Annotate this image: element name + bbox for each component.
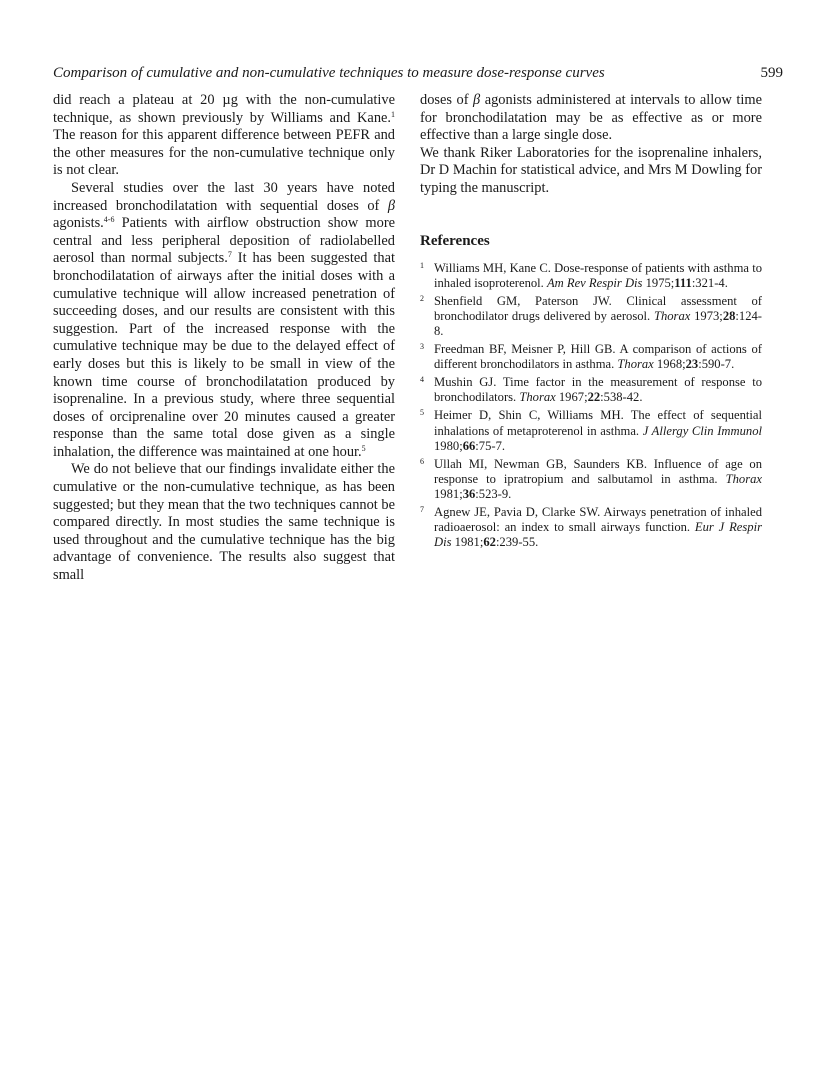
paragraph-text: did reach a plateau at 20 µg with the non-cumulative technique, as shown previously by Williams and Kane. bbox=[53, 92, 395, 126]
reference-volume: 22 bbox=[587, 390, 601, 405]
paragraph-text: agonists administered at intervals to allow time for bronchodilatation may be as effective as or more effective than a large single dose. bbox=[420, 92, 762, 144]
reference-item bbox=[420, 505, 762, 550]
reference-item bbox=[420, 294, 762, 339]
reference-volume: 28 bbox=[722, 308, 736, 323]
reference-pages: :239-55. bbox=[495, 535, 539, 550]
reference-item bbox=[420, 408, 762, 453]
reference-volume: 23 bbox=[685, 357, 699, 372]
reference-number: 4 bbox=[420, 375, 424, 385]
reference-pages: :75-7. bbox=[475, 438, 506, 453]
running-title: Comparison of cumulative and non-cumulative techniques to measure dose-response curves bbox=[53, 65, 605, 81]
citation-superscript: 1 bbox=[391, 109, 395, 119]
reference-year: 1975; bbox=[642, 275, 675, 290]
reference-text: Mushin GJ. Time factor in the measurement of response to bronchodilators. bbox=[434, 375, 762, 405]
paragraph-conclusion: We do not believe that our findings invalidate either the cumulative or the non-cumulative technique, as has been suggested; but they mean that the two techniques cannot be compared directly. In most studies the same technique is used throughout and the cumulative technique has the big advantage of convenience. The results also suggest that small bbox=[53, 461, 395, 584]
reference-pages: :590-7. bbox=[698, 357, 735, 372]
reference-year: 1981; bbox=[451, 535, 484, 550]
reference-year: 1980; bbox=[434, 438, 463, 453]
reference-volume: 66 bbox=[462, 438, 476, 453]
reference-item bbox=[420, 261, 762, 291]
reference-text: Shenfield GM, Paterson JW. Clinical assessment of bronchodilator drugs delivered by aerosol. bbox=[434, 293, 762, 323]
beta-symbol: β bbox=[387, 197, 395, 214]
reference-number: 5 bbox=[420, 408, 424, 418]
reference-year: 1968; bbox=[653, 357, 686, 372]
reference-journal: Thorax bbox=[617, 357, 654, 372]
reference-year: 1967; bbox=[555, 390, 588, 405]
page-number: 599 bbox=[760, 65, 783, 81]
paragraph-text: The reason for this apparent difference between PEFR and the other measures for the non-cumulative technique only is not clear. bbox=[53, 127, 395, 179]
reference-number: 1 bbox=[420, 260, 424, 270]
paragraph-previous-studies bbox=[53, 180, 395, 462]
reference-year: 1973; bbox=[690, 308, 723, 323]
left-column bbox=[53, 92, 395, 585]
acknowledgement: We thank Riker Laboratories for the isoprenaline inhalers, Dr D Machin for statistical advice, and Mrs M Dowling for typing the manuscript. bbox=[420, 144, 762, 196]
reference-pages: :321-4. bbox=[691, 275, 728, 290]
beta-symbol: β bbox=[473, 92, 481, 108]
reference-pages: :523-9. bbox=[475, 486, 512, 501]
reference-volume: 62 bbox=[483, 535, 496, 550]
paragraph-continued bbox=[53, 92, 395, 180]
reference-item bbox=[420, 375, 762, 405]
citation-superscript: 7 bbox=[227, 250, 232, 260]
references-list bbox=[420, 261, 762, 551]
paragraph-text: It has been suggested that bronchodilatation of airways after the initial doses with a cumulative technique will allow increased penetration of succeeding doses, and our results are consistent with this suggestion. Part of the increased response with the cumulative technique may be due to the delayed effect of early doses but this is likely to be small in view of the known time course of bronchodilatation produced by isoprenaline. In a previous study, where three sequential doses of orciprenaline over 20 minutes caused a greater response than the same total dose given as a single inhalation, the difference was maintained at one hour. bbox=[53, 250, 395, 460]
reference-pages: :124-8. bbox=[434, 308, 762, 338]
references-heading: References bbox=[420, 232, 490, 249]
paragraph-text: agonists. bbox=[53, 215, 104, 232]
paragraph-text: Several studies over the last 30 years have noted increased bronchodilatation with sequential doses of bbox=[53, 179, 395, 214]
reference-journal: Thorax bbox=[519, 390, 556, 405]
reference-text: Ullah MI, Newman GB, Saunders KB. Influence of age on response to ipratropium and salbutamol in asthma. bbox=[434, 456, 762, 486]
reference-text: Agnew JE, Pavia D, Clarke SW. Airways penetration of inhaled radioaerosol: an index to small airways function. bbox=[434, 504, 762, 535]
reference-journal: Thorax bbox=[725, 471, 762, 486]
reference-volume: 36 bbox=[462, 486, 476, 501]
paragraph-text: Patients with airflow obstruction show more central and less peripheral deposition of radiolabelled aerosol than normal subjects. bbox=[53, 215, 395, 267]
citation-superscript: 4-6 bbox=[103, 215, 115, 225]
reference-journal: Eur J Respir Dis bbox=[434, 520, 762, 550]
reference-text: Heimer D, Shin C, Williams MH. The effect of sequential inhalations of metaproterenol in asthma. bbox=[434, 408, 762, 438]
citation-superscript: 5 bbox=[361, 443, 366, 453]
reference-item bbox=[420, 457, 762, 502]
reference-volume: 111 bbox=[674, 275, 692, 290]
paragraph-continued bbox=[420, 92, 762, 145]
reference-number: 2 bbox=[420, 293, 424, 303]
reference-item bbox=[420, 342, 762, 372]
reference-number: 3 bbox=[420, 342, 424, 352]
reference-journal: Thorax bbox=[653, 308, 691, 323]
reference-number: 6 bbox=[420, 456, 424, 466]
reference-year: 1981; bbox=[434, 486, 463, 501]
reference-number: 7 bbox=[420, 504, 424, 514]
reference-journal: J Allergy Clin Immunol bbox=[642, 423, 762, 438]
reference-text: Williams MH, Kane C. Dose-response of patients with asthma to inhaled isoproterenol. bbox=[434, 260, 762, 290]
right-column bbox=[420, 92, 762, 553]
reference-text: Freedman BF, Meisner P, Hill GB. A comparison of actions of different bronchodilators in asthma. bbox=[434, 342, 762, 372]
paragraph-text: doses of bbox=[420, 92, 474, 108]
reference-journal: Am Rev Respir Dis bbox=[546, 275, 643, 290]
reference-pages: :538-42. bbox=[600, 390, 643, 405]
